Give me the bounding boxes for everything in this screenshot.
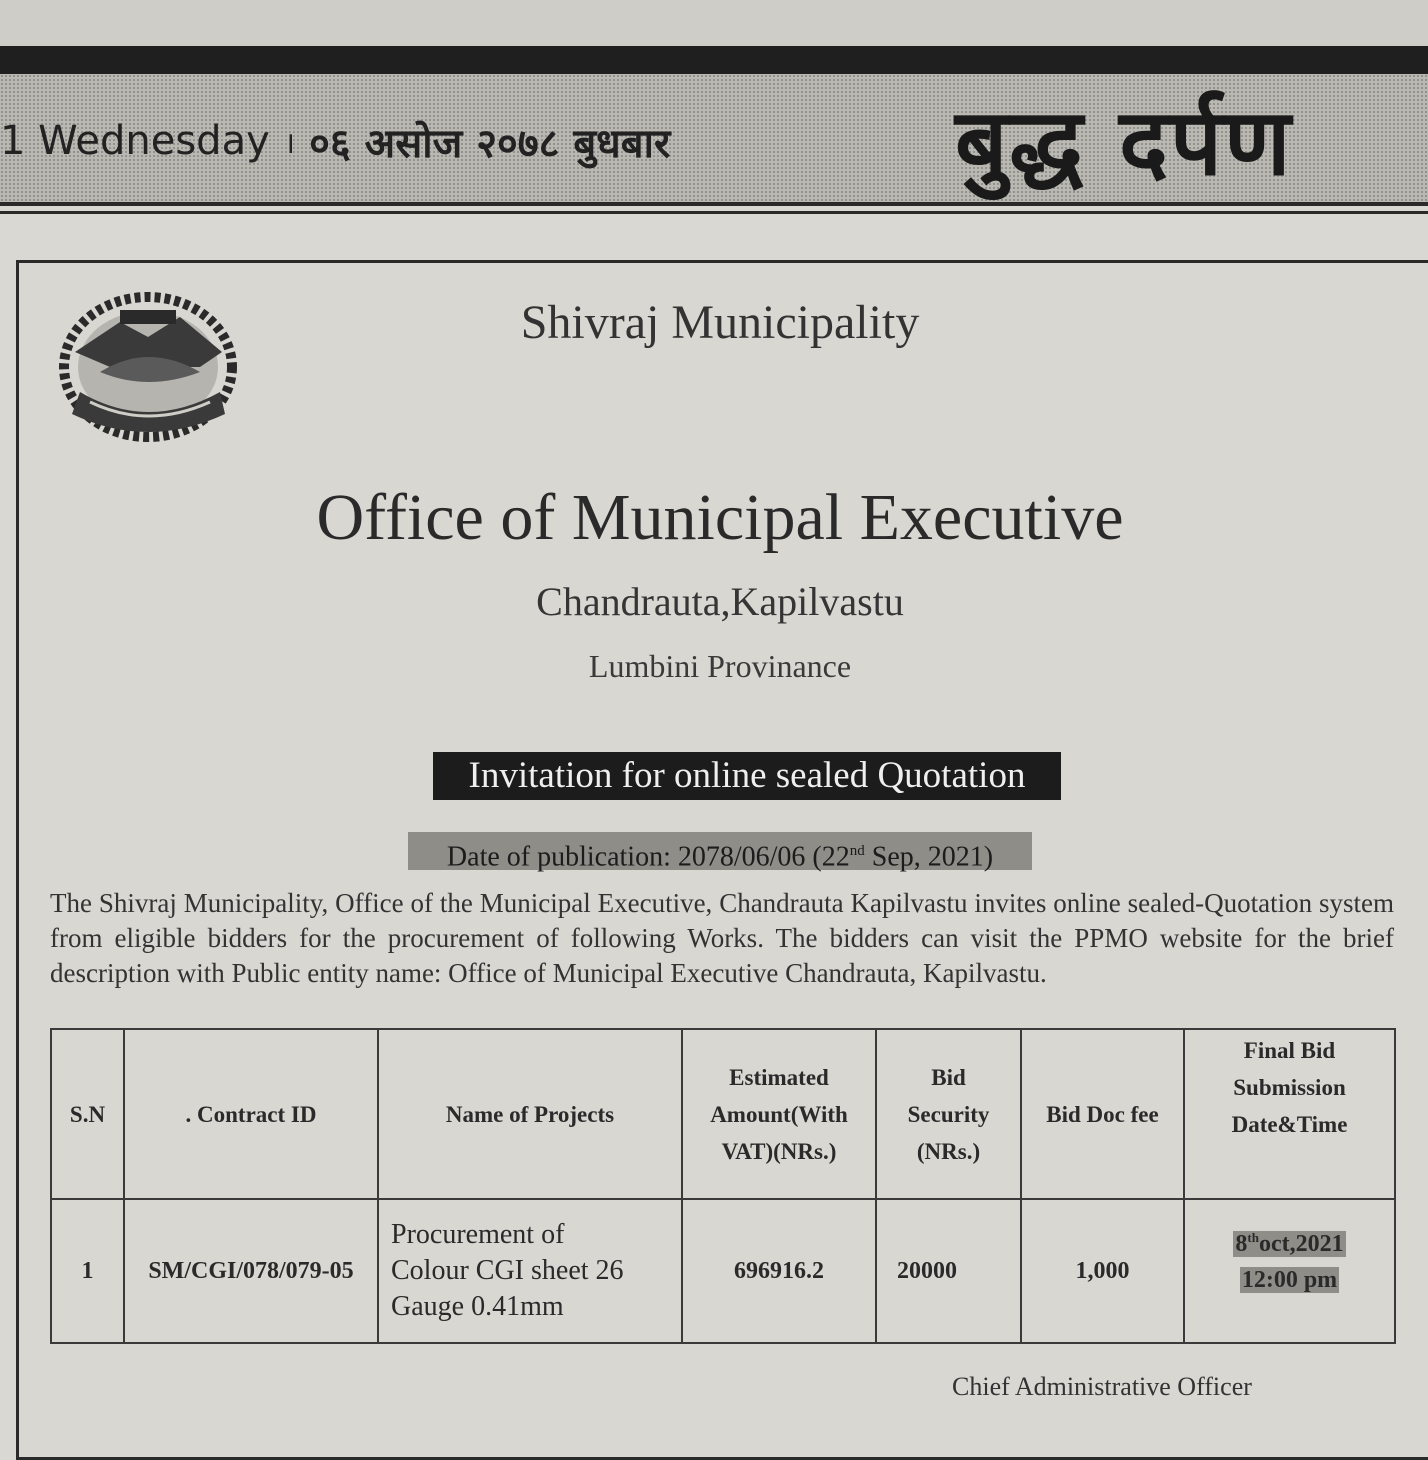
header-line: Estimated: [729, 1064, 829, 1090]
publication-date: [408, 832, 1032, 876]
date-separator: ।: [283, 125, 296, 161]
province: Lumbini Provinance: [588, 648, 852, 684]
final-date-day: 8: [1235, 1230, 1248, 1257]
header-line: (NRs.): [916, 1138, 981, 1164]
table-row: [51, 1199, 1395, 1343]
final-date-rest: oct,2021: [1258, 1230, 1344, 1257]
header-line: VAT)(NRs.): [721, 1138, 837, 1164]
header-bid-security: [876, 1029, 1021, 1199]
table-header-row: [51, 1029, 1395, 1199]
cell-final-submission: [1184, 1199, 1395, 1343]
signature-title: Chief Administrative Officer: [952, 1372, 1252, 1401]
invitation-banner: [433, 752, 1061, 800]
header-line: Submission: [1233, 1075, 1346, 1100]
header-bid-doc-fee: Bid Doc fee: [1021, 1029, 1184, 1199]
tender-table: [50, 1028, 1396, 1344]
paper-margin: [0, 0, 1428, 46]
header-line: Date&Time: [1231, 1112, 1348, 1137]
header-project-name: Name of Projects: [378, 1029, 682, 1199]
invitation-title: Invitation for online sealed Quotation: [468, 755, 1026, 796]
header-estimated-amount: [682, 1029, 876, 1199]
final-date-highlight: [1233, 1231, 1345, 1257]
final-time-highlight: 12:00 pm: [1241, 1266, 1338, 1293]
cell-bid-security: 20000: [876, 1199, 1021, 1343]
project-name-line: Procurement of: [391, 1219, 565, 1250]
cell-contract-id: SM/CGI/078/079-05: [124, 1199, 378, 1343]
cell-estimated-amount: 696916.2: [682, 1199, 876, 1343]
header-line: Final Bid: [1243, 1038, 1336, 1063]
office-title: Office of Municipal Executive: [316, 481, 1124, 554]
publication-date-suffix: Sep, 2021): [864, 841, 994, 873]
publication-date-banner: [408, 832, 1032, 873]
final-time: [1186, 1262, 1393, 1298]
publication-date-ordinal: nd: [849, 843, 865, 859]
header-line: Bid: [931, 1064, 966, 1090]
masthead-rule: [0, 202, 1428, 206]
final-date: [1186, 1220, 1393, 1262]
masthead-rule: [0, 211, 1428, 214]
header-line: Security: [907, 1101, 990, 1127]
masthead-top-bar: [0, 46, 1428, 74]
cell-project-name: [378, 1199, 682, 1343]
publication-date-prefix: Date of publication: 2078/06/06 (22: [446, 841, 850, 873]
header-sn: S.N: [51, 1029, 124, 1199]
notice-paragraph: The Shivraj Municipality, Office of the Municipal Executive, Chandrauta Kapilvastu invites online sealed-Quotation system from eligible bidders for the procurement of following Works. The bidders can visit the PPMO website for the brief description with Public entity name: Office of Municipal Executive Chandrauta, Kapilvastu.: [50, 888, 1394, 988]
project-name-line: Colour CGI sheet 26: [391, 1255, 624, 1286]
header-final-submission: [1184, 1029, 1395, 1199]
cell-sn: 1: [51, 1199, 124, 1343]
date-nepali: ०६ असोज २०७८ बुधबार: [309, 120, 671, 167]
address: Chandrauta,Kapilvastu: [536, 579, 904, 624]
newspaper-name: बुद्ध दर्पण: [955, 89, 1293, 196]
header-contract-id: . Contract ID: [124, 1029, 378, 1199]
municipality-name: Shivraj Municipality: [520, 296, 920, 349]
cell-bid-doc-fee: 1,000: [1021, 1199, 1184, 1343]
final-date-ordinal: th: [1247, 1229, 1259, 1245]
project-name-line: Gauge 0.41mm: [391, 1291, 564, 1322]
date-english: 1 Wednesday: [0, 118, 270, 164]
masthead-date-line: [0, 114, 670, 168]
header-line: Amount(With: [710, 1101, 848, 1127]
